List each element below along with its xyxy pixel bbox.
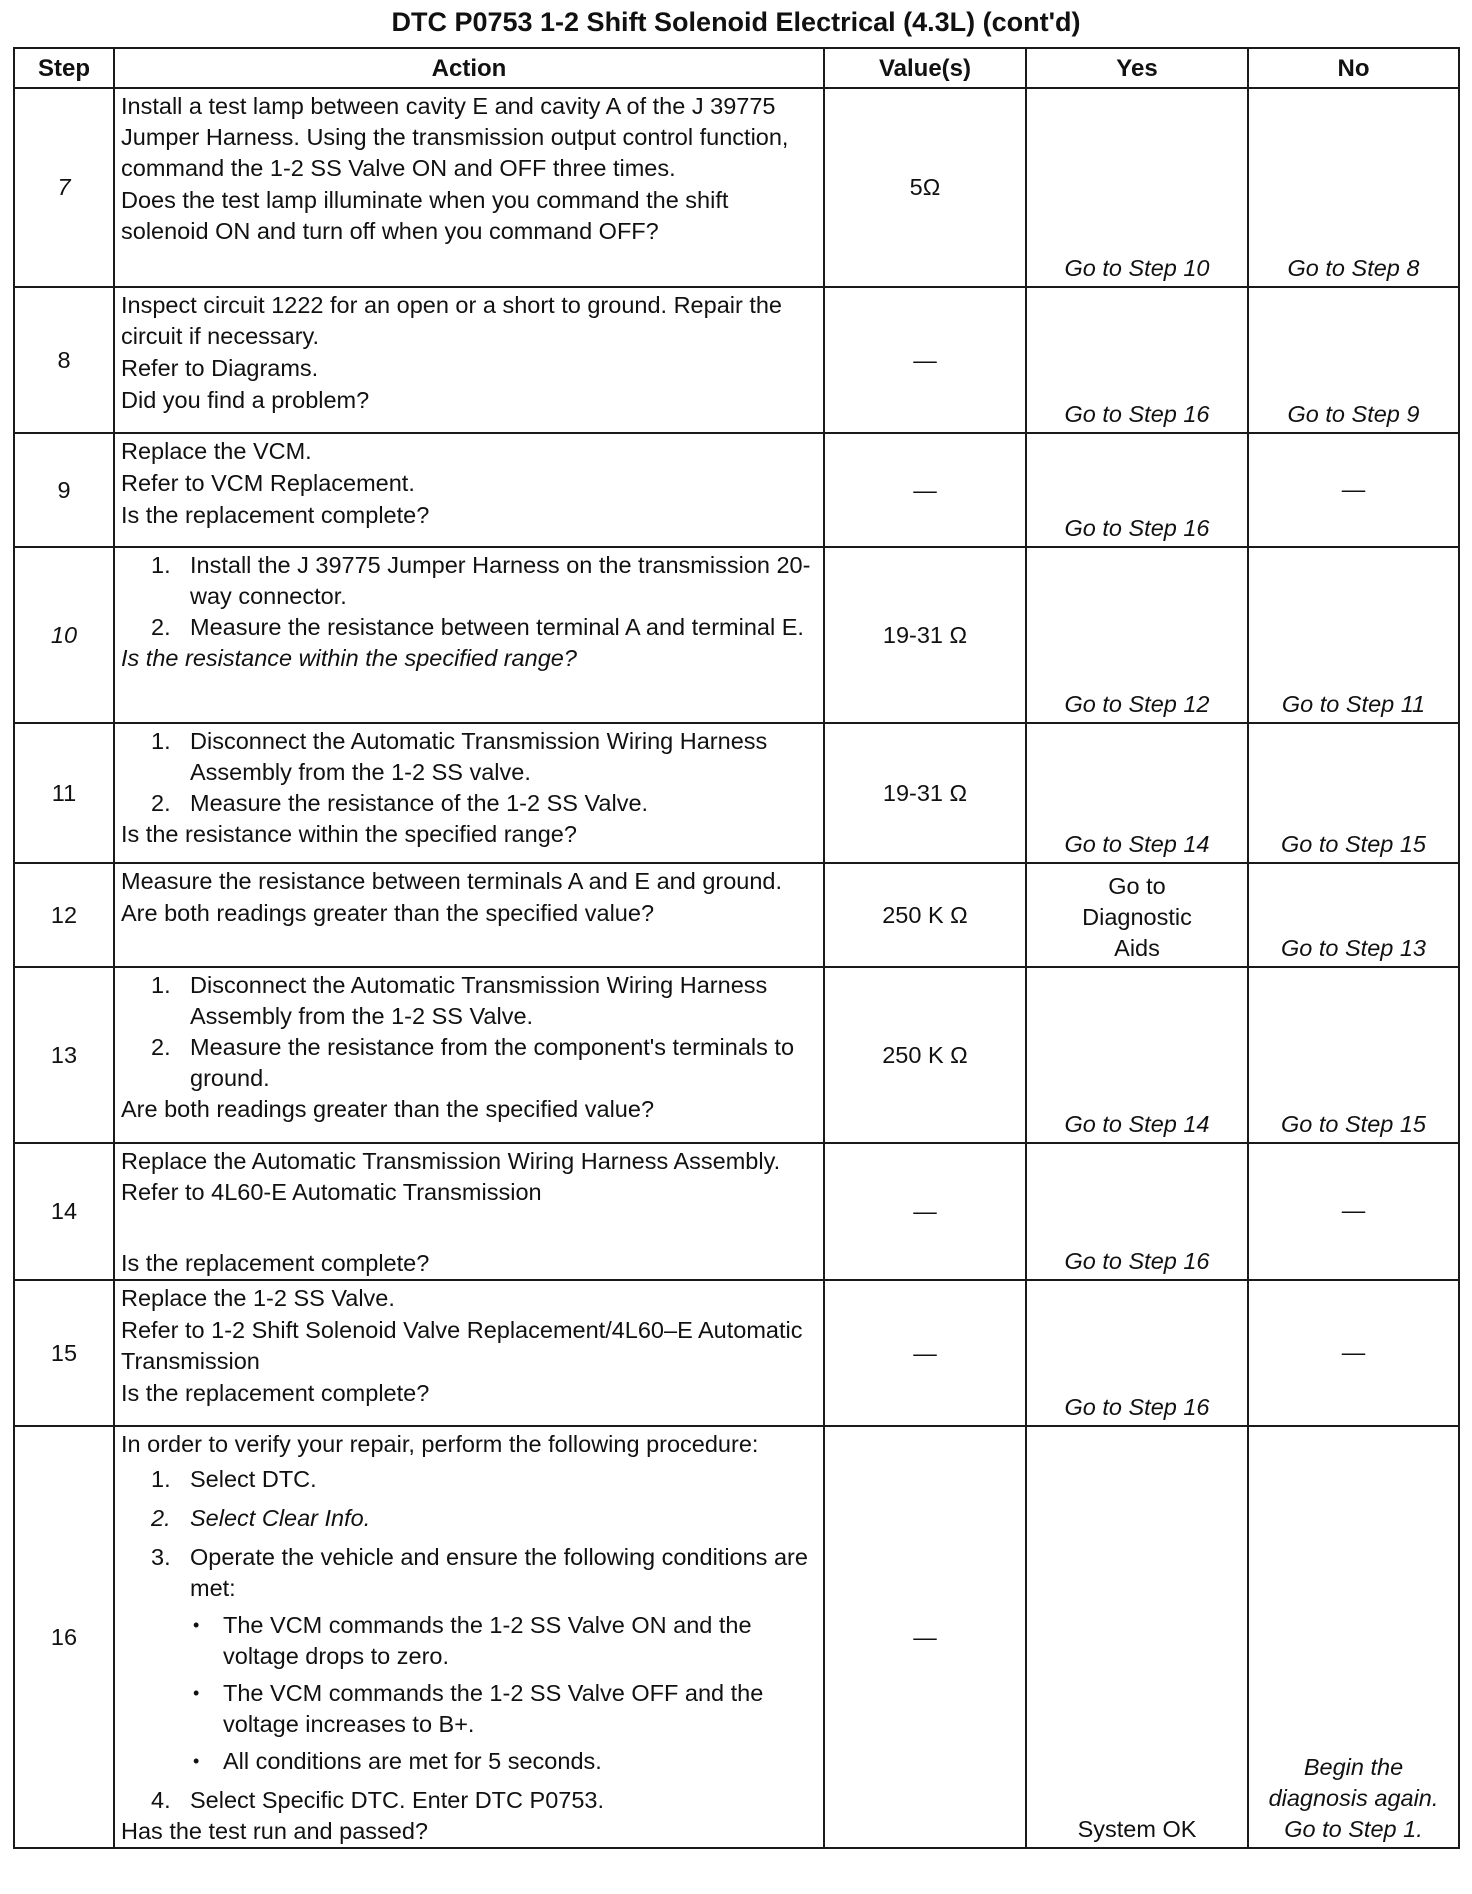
condition-item: • The VCM commands the 1-2 SS Valve OFF and the voltage increases to B+.	[121, 1678, 819, 1740]
step-number: 13	[14, 967, 114, 1143]
action-question: Is the replacement complete?	[121, 502, 430, 528]
value-cell: 19-31 Ω	[824, 547, 1026, 723]
action-cell	[114, 967, 824, 1143]
action-cell	[114, 287, 824, 433]
list-item: 1. Select DTC.	[151, 1466, 317, 1492]
yes-cell: Go to Step 12	[1026, 547, 1248, 723]
step-number: 7	[14, 88, 114, 287]
yes-cell: Go to Diagnostic Aids	[1026, 863, 1248, 967]
step-number: 8	[14, 287, 114, 433]
step-number: 11	[14, 723, 114, 863]
action-cell	[114, 1426, 824, 1848]
value-cell: 250 K Ω	[824, 967, 1026, 1143]
action-text: Install a test lamp between cavity E and cavity A of the J 39775 Jumper Harness. Using the transmission output control function, command the 1-2 SS Valve ON and OFF three times.	[121, 93, 789, 181]
value-cell: —	[824, 1426, 1026, 1848]
condition-item: • All conditions are met for 5 seconds.	[121, 1746, 819, 1777]
step-number: 12	[14, 863, 114, 967]
no-cell: —	[1248, 1143, 1459, 1280]
list-item: 3. Operate the vehicle and ensure the following conditions are met: • The VCM commands the 1-2 SS Valve ON and the voltage drops to zero. • The VCM commands the 1-2 SS Valve OFF and the voltage increases to B+. • All conditions are met for 5 seconds.	[121, 1542, 819, 1777]
header-step: Step	[14, 48, 114, 88]
no-cell: Go to Step 15	[1248, 967, 1459, 1143]
table-row-step-14	[14, 1143, 1459, 1280]
action-text: Replace the Automatic Transmission Wiring Harness Assembly. Refer to 4L60-E Automatic Transmission	[121, 1148, 781, 1205]
table-row-step-16	[14, 1426, 1459, 1848]
action-cell	[114, 433, 824, 547]
action-list	[121, 726, 819, 819]
condition-list	[121, 1610, 819, 1777]
value-cell: —	[824, 1143, 1026, 1280]
yes-cell: Go to Step 16	[1026, 1143, 1248, 1280]
yes-cell: Go to Step 16	[1026, 433, 1248, 547]
table-row-step-15	[14, 1280, 1459, 1426]
action-cell	[114, 723, 824, 863]
step-number: 15	[14, 1280, 114, 1426]
no-cell: Go to Step 11	[1248, 547, 1459, 723]
no-cell: Go to Step 15	[1248, 723, 1459, 863]
action-text: Refer to 1-2 Shift Solenoid Valve Replacement/4L60–E Automatic Transmission	[121, 1317, 803, 1374]
value-cell: 250 K Ω	[824, 863, 1026, 967]
table-row-step-12	[14, 863, 1459, 967]
action-cell	[114, 1280, 824, 1426]
table-row-step-7	[14, 88, 1459, 287]
action-question: Is the resistance within the specified range?	[121, 821, 577, 847]
table-header-row	[14, 48, 1459, 88]
action-list	[121, 970, 819, 1094]
yes-cell: Go to Step 16	[1026, 287, 1248, 433]
yes-cell: System OK	[1026, 1426, 1248, 1848]
header-yes: Yes	[1026, 48, 1248, 88]
action-question: Did you find a problem?	[121, 387, 370, 413]
action-question: Is the replacement complete?	[121, 1380, 430, 1406]
list-item: 1. Disconnect the Automatic Transmission Wiring Harness Assembly from the 1-2 SS valve.	[151, 728, 768, 785]
header-values: Value(s)	[824, 48, 1026, 88]
action-text: Refer to VCM Replacement.	[121, 470, 415, 496]
table-row-step-13	[14, 967, 1459, 1143]
value-cell: —	[824, 1280, 1026, 1426]
header-action: Action	[114, 48, 824, 88]
list-item: 1. Disconnect the Automatic Transmission Wiring Harness Assembly from the 1-2 SS Valve.	[151, 972, 768, 1029]
list-item: 1. Install the J 39775 Jumper Harness on the transmission 20-way connector.	[151, 552, 811, 609]
action-question: Has the test run and passed?	[121, 1818, 429, 1844]
yes-cell: Go to Step 14	[1026, 723, 1248, 863]
yes-cell: Go to Step 10	[1026, 88, 1248, 287]
action-question: Does the test lamp illuminate when you command the shift solenoid ON and turn off when you command OFF?	[121, 187, 729, 244]
action-cell	[114, 863, 824, 967]
action-list	[121, 1464, 819, 1816]
table-row-step-11	[14, 723, 1459, 863]
no-cell: Go to Step 9	[1248, 287, 1459, 433]
table-row-step-9	[14, 433, 1459, 547]
action-question: Is the replacement complete?	[121, 1250, 430, 1276]
list-item: 2. Select Clear Info.	[151, 1505, 371, 1531]
step-number: 10	[14, 547, 114, 723]
condition-item: • The VCM commands the 1-2 SS Valve ON and the voltage drops to zero.	[121, 1610, 819, 1672]
action-cell	[114, 547, 824, 723]
action-text: Replace the 1-2 SS Valve.	[121, 1285, 395, 1311]
action-question: Are both readings greater than the specified value?	[121, 1096, 655, 1122]
action-question: Is the resistance within the specified range?	[121, 645, 577, 671]
action-text: Replace the VCM.	[121, 438, 312, 464]
no-cell: —	[1248, 433, 1459, 547]
action-text: Measure the resistance between terminals A and E and ground.	[121, 868, 783, 894]
action-cell	[114, 1143, 824, 1280]
yes-cell: Go to Step 16	[1026, 1280, 1248, 1426]
list-item: 2. Measure the resistance between terminal A and terminal E.	[151, 614, 804, 640]
action-text: Refer to Diagrams.	[121, 355, 319, 381]
value-cell: 19-31 Ω	[824, 723, 1026, 863]
step-number: 14	[14, 1143, 114, 1280]
yes-cell: Go to Step 14	[1026, 967, 1248, 1143]
no-cell: Go to Step 8	[1248, 88, 1459, 287]
no-cell: Begin the diagnosis again. Go to Step 1.	[1248, 1426, 1459, 1848]
step-number: 9	[14, 433, 114, 547]
action-text: Inspect circuit 1222 for an open or a short to ground. Repair the circuit if necessary.	[121, 292, 783, 349]
diagnostic-table	[13, 47, 1460, 1849]
step-number: 16	[14, 1426, 114, 1848]
list-item: 2. Measure the resistance from the component's terminals to ground.	[151, 1034, 795, 1091]
no-cell: Go to Step 13	[1248, 863, 1459, 967]
table-row-step-8	[14, 287, 1459, 433]
action-text: In order to verify your repair, perform the following procedure:	[121, 1431, 759, 1457]
table-row-step-10	[14, 547, 1459, 723]
value-cell: —	[824, 433, 1026, 547]
action-list	[121, 550, 819, 643]
action-question: Are both readings greater than the specified value?	[121, 900, 655, 926]
action-cell	[114, 88, 824, 287]
list-item: 2. Measure the resistance of the 1-2 SS Valve.	[151, 790, 649, 816]
page-title: DTC P0753 1-2 Shift Solenoid Electrical (4.3L) (cont'd)	[391, 7, 1081, 37]
list-item: 4. Select Specific DTC. Enter DTC P0753.	[151, 1787, 605, 1813]
value-cell: —	[824, 287, 1026, 433]
value-cell: 5Ω	[824, 88, 1026, 287]
header-no: No	[1248, 48, 1459, 88]
no-cell: —	[1248, 1280, 1459, 1426]
